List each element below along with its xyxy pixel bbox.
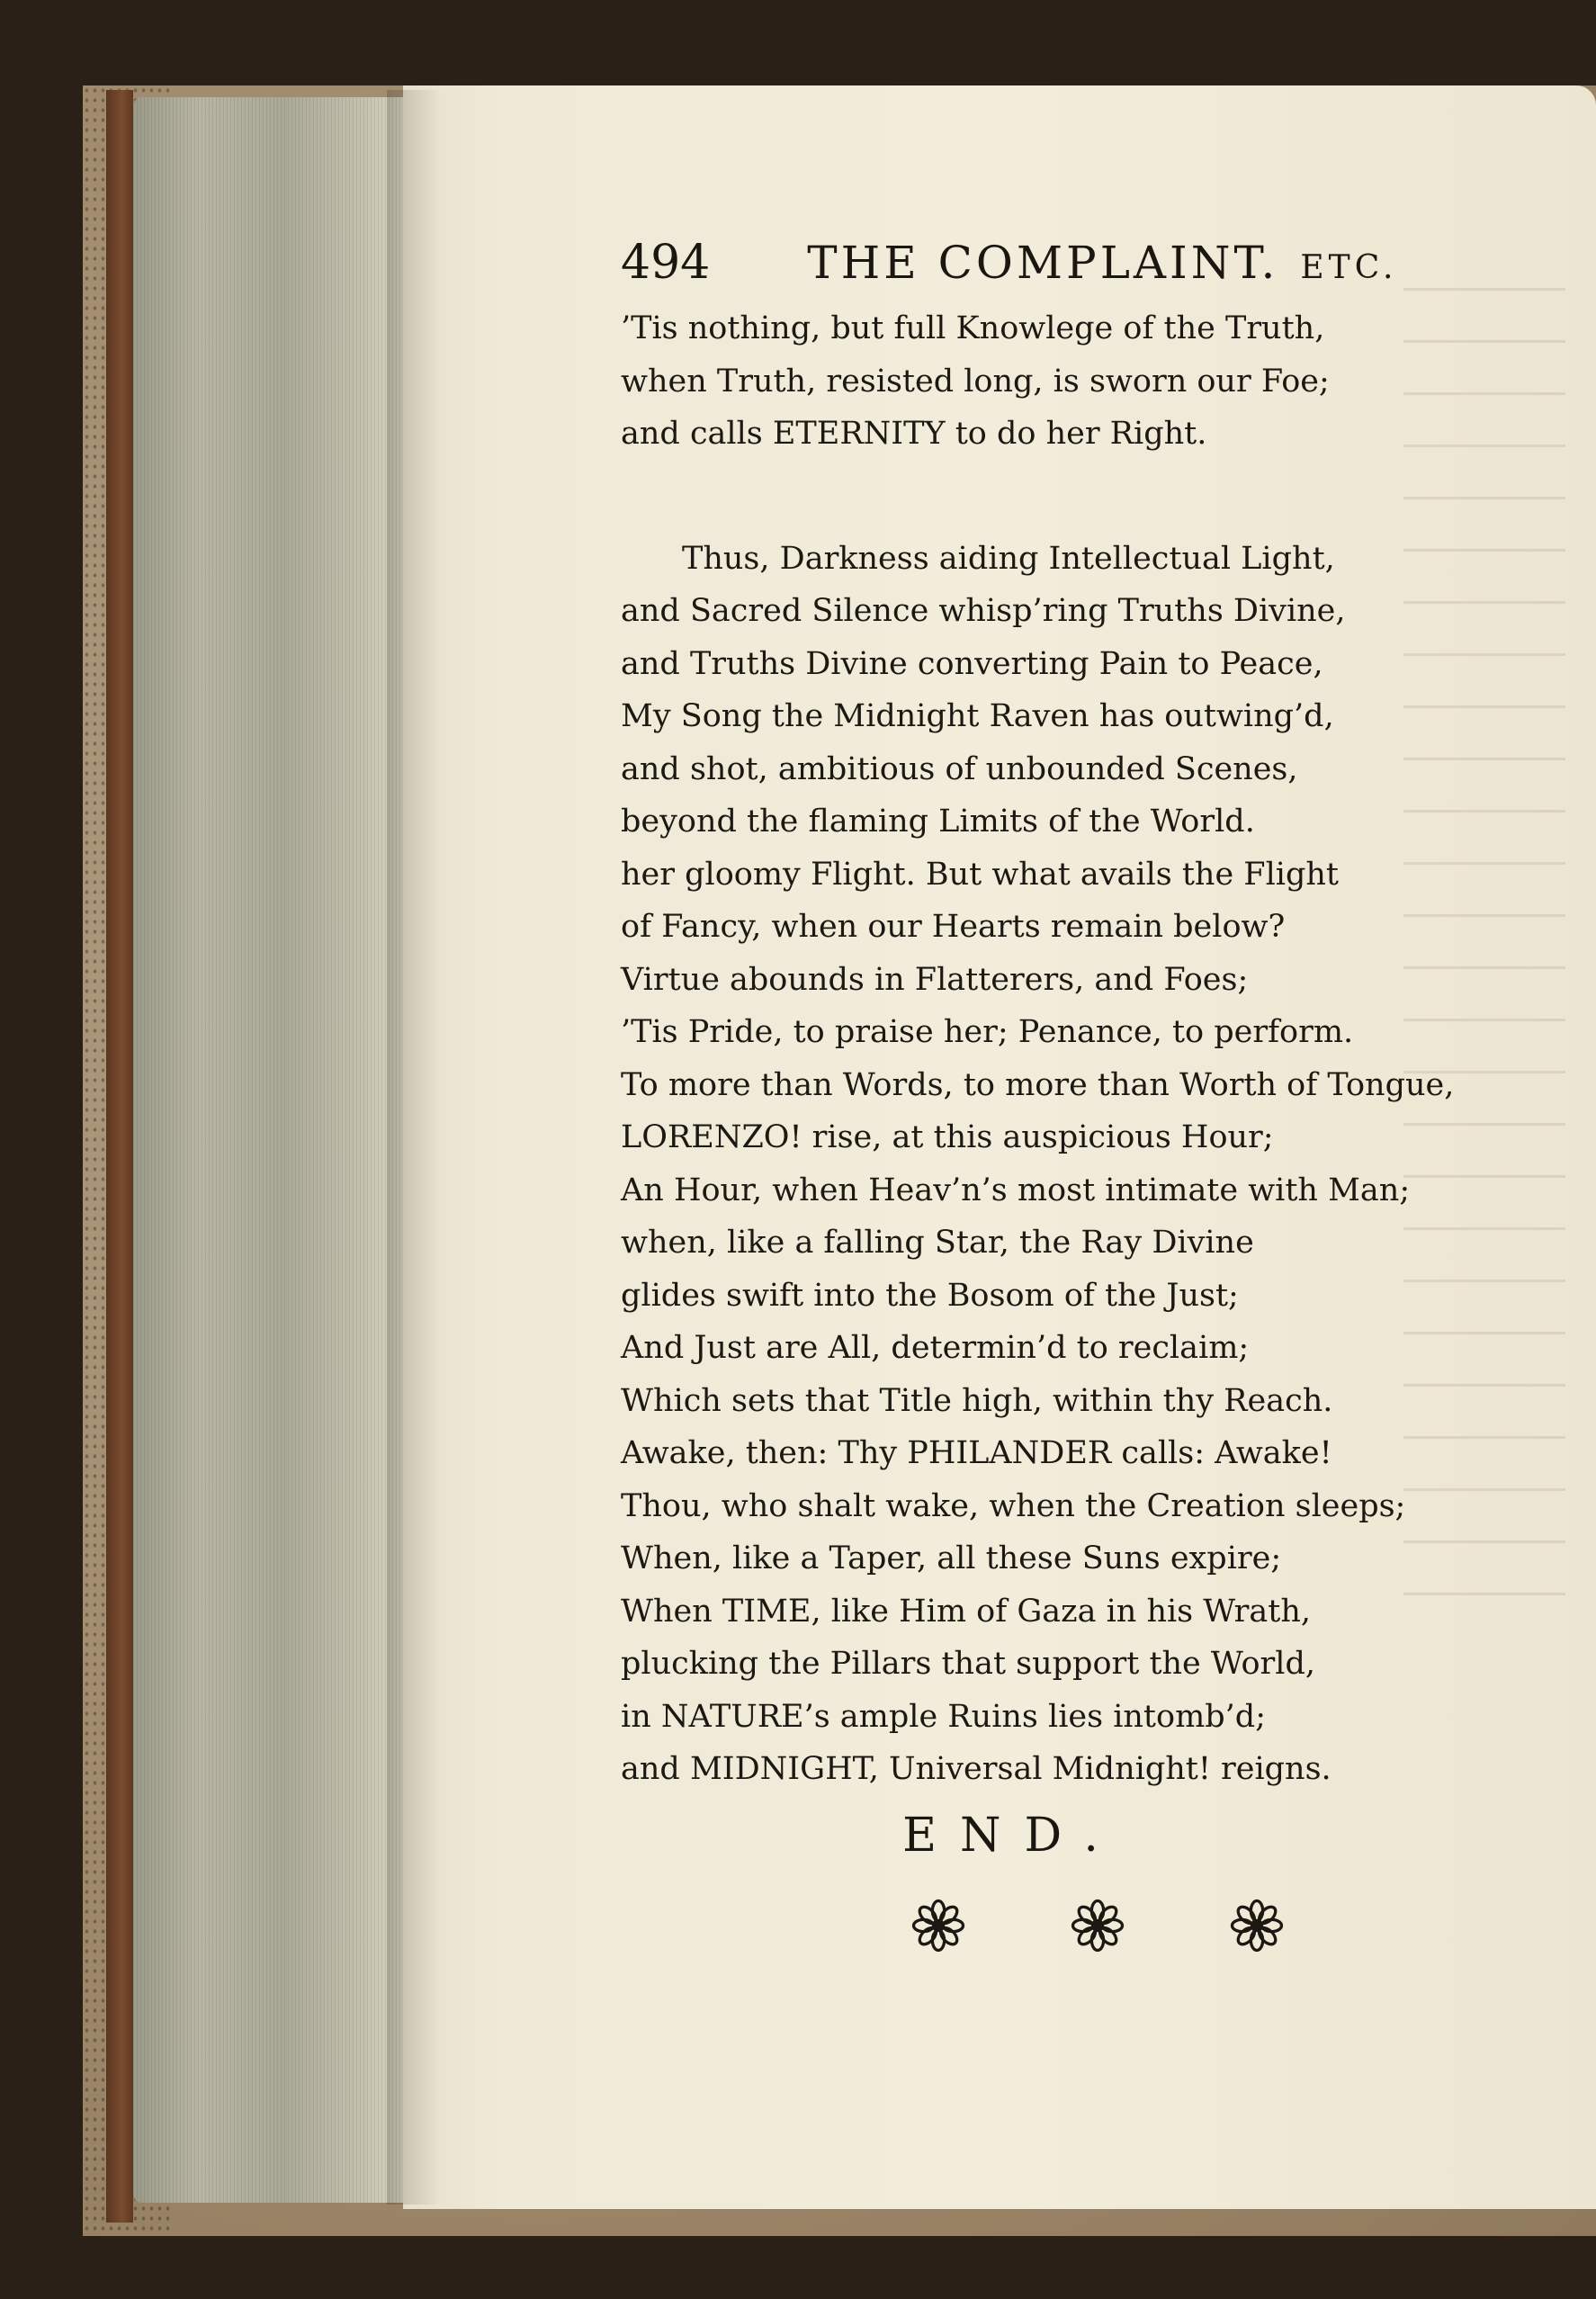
poem-line: when Truth, resisted long, is sworn our Foe; (621, 363, 1330, 400)
page-gutter-shadow (387, 90, 441, 2205)
poem-line: beyond the flaming Limits of the World. (621, 804, 1255, 840)
poem-line: My Song the Midnight Raven has outwing’d, (621, 698, 1334, 734)
poem-line: Thou, who shalt wake, when the Creation sleeps; (621, 1487, 1406, 1524)
flower-ornament-icon (1227, 1896, 1287, 1955)
poem-line: glides swift into the Bosom of the Just; (621, 1277, 1239, 1314)
poem-line: and MIDNIGHT, Universal Midnight! reigns. (621, 1751, 1331, 1787)
poem-line: An Hour, when Heav’n’s most intimate with Man; (621, 1172, 1411, 1208)
poem-line: Awake, then: Thy PHILANDER calls: Awake! (621, 1435, 1332, 1471)
page-edges-stack (133, 97, 403, 2203)
book-cover-edge (106, 90, 133, 2223)
poem-line: when, like a falling Star, the Ray Divine (621, 1225, 1254, 1261)
poem-line: And Just are All, determin’d to reclaim; (621, 1330, 1250, 1366)
poem-line: and Truths Divine converting Pain to Peace, (621, 645, 1323, 682)
poem-line: Virtue abounds in Flatterers, and Foes; (621, 961, 1249, 998)
poem-line: To more than Words, to more than Worth of Tongue, (621, 1066, 1455, 1103)
poem-text (621, 302, 1538, 1796)
running-title-etc: ETC. (1300, 249, 1398, 286)
poem-line: and calls ETERNITY to do her Right. (621, 416, 1207, 452)
poem-line: Thus, Darkness aiding Intellectual Light, (682, 540, 1335, 577)
poem-line: and Sacred Silence whisp’ring Truths Divine, (621, 593, 1346, 629)
poem-line: her gloomy Flight. But what avails the Flight (621, 856, 1339, 893)
poem-line: ’Tis nothing, but full Knowlege of the Truth, (621, 310, 1325, 346)
poem-line: LORENZO! rise, at this auspicious Hour; (621, 1119, 1274, 1155)
flower-ornament-icon (909, 1896, 968, 1955)
poem-line: in NATURE’s ample Ruins lies intomb’d; (621, 1698, 1266, 1735)
ornament-row (909, 1894, 1287, 1957)
flower-ornament-icon (1068, 1896, 1127, 1955)
poem-line: When, like a Taper, all these Suns expire; (621, 1540, 1282, 1576)
running-title: THE COMPLAINT. (807, 237, 1279, 289)
poem-line: When TIME, like Him of Gaza in his Wrath, (621, 1593, 1311, 1630)
poem-line: Which sets that Title high, within thy Reach. (621, 1382, 1333, 1419)
page-number: 494 (621, 236, 711, 290)
running-head (621, 236, 1529, 299)
poem-line: and shot, ambitious of unbounded Scenes, (621, 750, 1298, 787)
poem-line: of Fancy, when our Hearts remain below? (621, 909, 1286, 945)
poem-line: ’Tis Pride, to praise her; Penance, to perform. (621, 1014, 1354, 1050)
stanza-break (621, 461, 1538, 533)
end-marker: END. (902, 1809, 1122, 1863)
poem-line: plucking the Pillars that support the World, (621, 1646, 1316, 1682)
